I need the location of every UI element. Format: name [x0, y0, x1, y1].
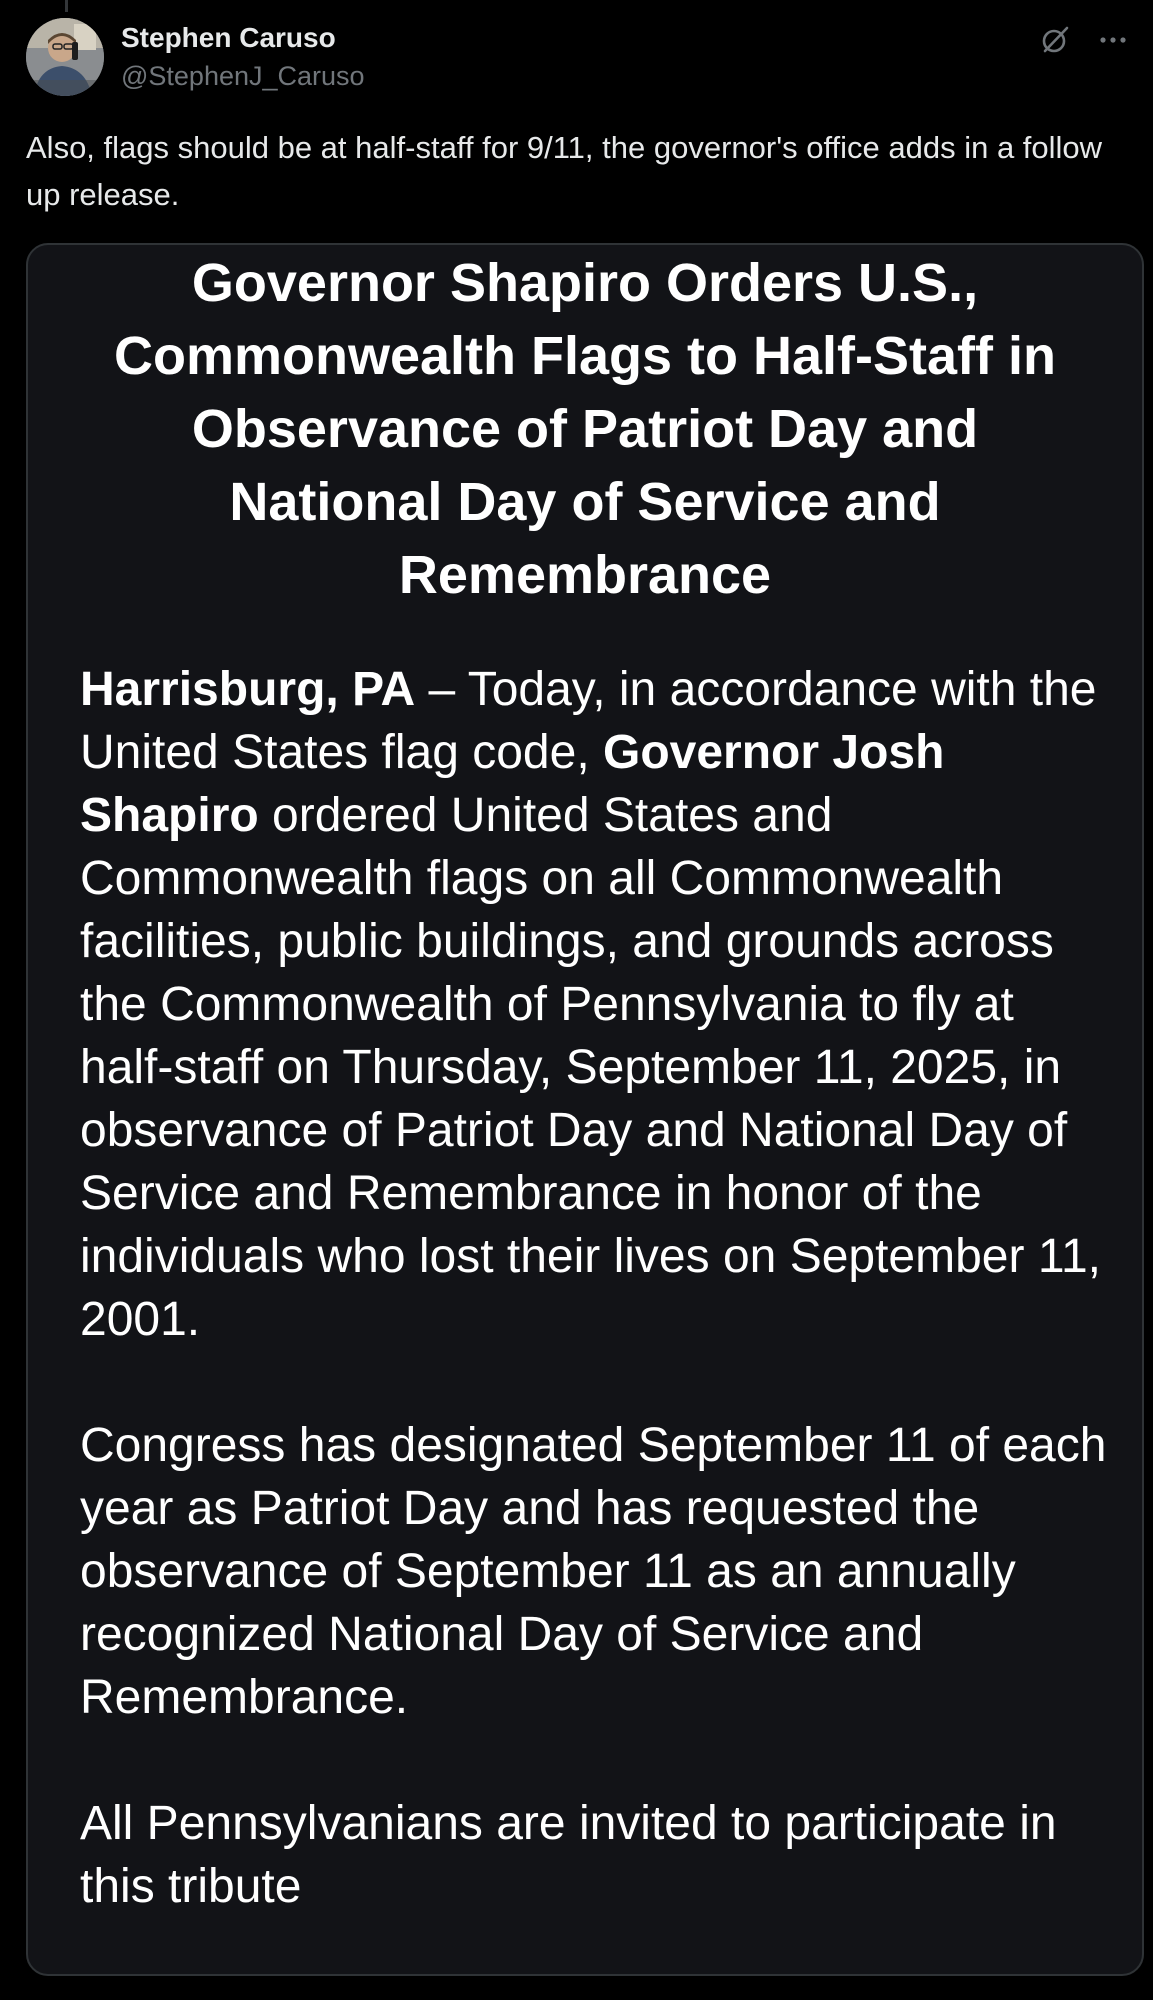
avatar-photo-icon [26, 18, 104, 96]
author-handle[interactable]: @StephenJ_Caruso [121, 61, 365, 91]
tweet-header-actions [1037, 22, 1131, 58]
tweet-media-image[interactable] [26, 243, 1144, 1976]
thread-connector-line [65, 0, 68, 12]
grok-icon[interactable] [1037, 22, 1073, 58]
release-paragraph-3: All Pennsylvanians are invited to participate in this tribute [80, 1797, 1057, 1913]
author-info[interactable] [121, 20, 365, 94]
release-governor-name: Governor Josh Shapiro [80, 726, 945, 842]
release-dateline: Harrisburg, PA [80, 663, 416, 716]
release-body [80, 658, 1120, 1976]
tweet-text: Also, flags should be at half-staff for 9/11, the governor's office adds in a follow up release. [26, 130, 1103, 212]
release-paragraph-1 [80, 658, 1120, 1351]
more-icon[interactable] [1095, 22, 1131, 58]
release-p1-text-2: ordered United States and Commonwealth flags on all Commonwealth facilities, public buildings, and grounds across the Commonwealth of Pennsylvania to fly at half-staff on Thursday, September 11, 2025, in observance of Patriot Day and National Day of Service and Remembrance in honor of the individuals who lost their lives on September 11, 2001. [80, 789, 1101, 1346]
release-title: Governor Shapiro Orders U.S., Commonwealth Flags to Half-Staff in Observance of Patriot Day and National Day of Service and Remembrance [113, 253, 1057, 605]
avatar[interactable] [26, 18, 104, 96]
release-p1-text-1: – Today, in accordance with the United States flag code, [80, 663, 1097, 779]
release-paragraph-2: Congress has designated September 11 of each year as Patriot Day and has requested the observance of September 11 as an annually recognized National Day of Service and Remembrance. [80, 1419, 1107, 1724]
author-display-name[interactable]: Stephen Caruso [121, 22, 336, 53]
